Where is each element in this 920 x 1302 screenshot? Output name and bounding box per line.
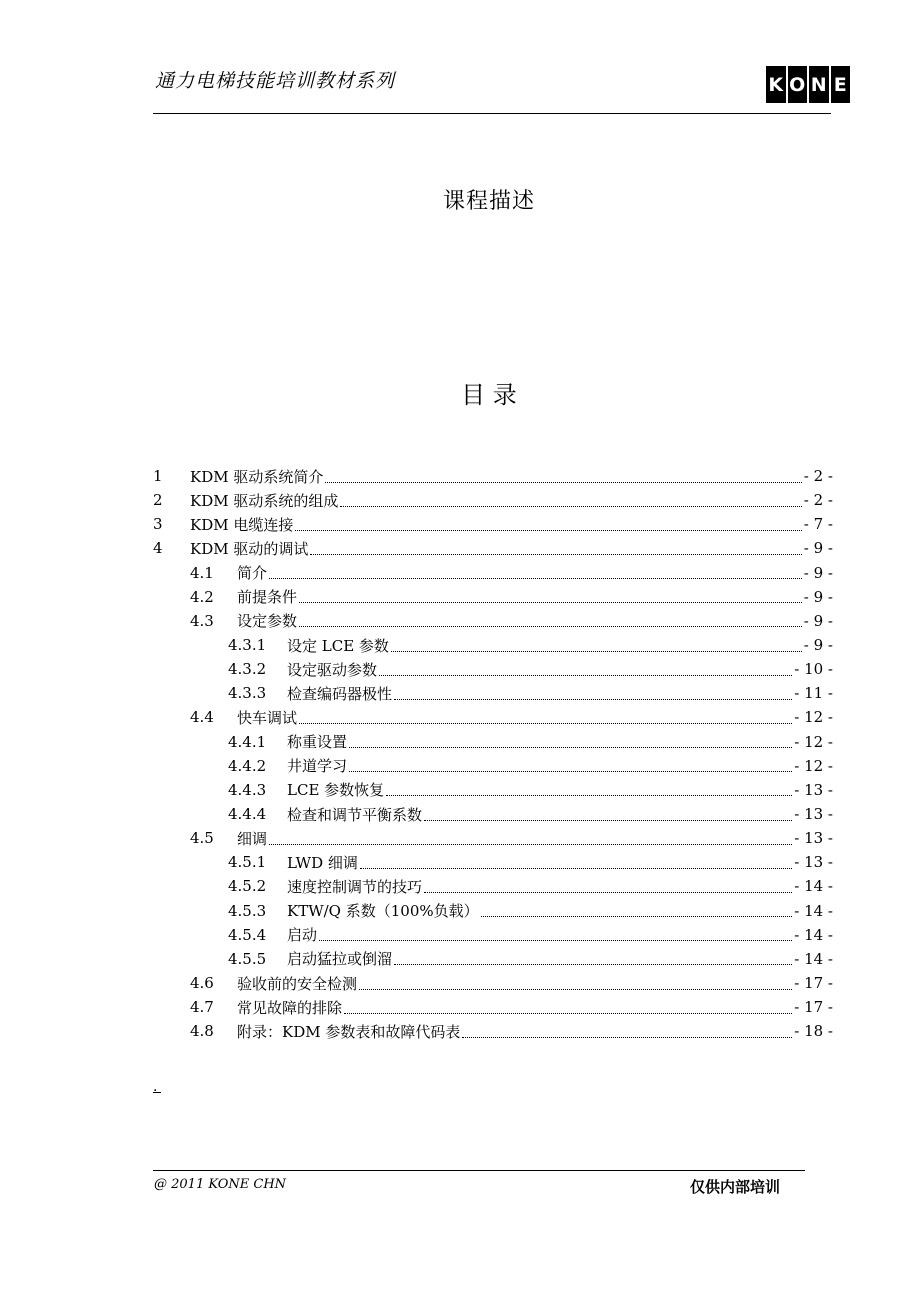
toc-entry-page: - 13 - [794,829,833,848]
toc-entry-number: 3 [153,515,163,534]
toc-entry-page: - 17 - [794,998,833,1017]
toc-entry-number: 4.3 [190,611,214,630]
toc-entry-title: 前提条件 [237,588,298,607]
toc-entry-title: 设定 LCE 参数 [287,636,389,655]
toc-entry-title: KDM 驱动系统简介 [190,467,324,486]
toc-entry-title: 附录：KDM 参数表和故障代码表 [237,1022,461,1041]
toc-entry-page: - 9 - [803,611,833,630]
toc-dot-leader [295,530,801,531]
toc-entry-number: 4.5.4 [228,925,267,944]
toc-entry-title: 井道学习 [287,757,348,776]
course-description-heading: 课程描述 [442,189,535,214]
footer-copyright: @ 2011 KONE CHN [154,1177,287,1192]
toc-entry-page: - 12 - [794,708,833,727]
toc-entry-number: 4.3.1 [228,636,267,655]
toc-entry-title: KDM 电缆连接 [190,515,294,534]
toc-entry-title: 检查编码器极性 [287,684,393,703]
toc-entry[interactable] [153,609,833,633]
toc-entry[interactable] [153,657,833,681]
toc-entry-page: - 2 - [803,491,833,510]
toc-entry-page: - 12 - [794,732,833,751]
toc-entry[interactable] [153,971,833,995]
toc-entry-number: 4.8 [190,1022,214,1041]
toc-entry-page: - 7 - [803,515,833,534]
toc-entry-number: 4.7 [190,998,214,1017]
toc-dot-leader [394,699,792,700]
toc-dot-leader [379,675,792,676]
toc-entry-number: 4.4.1 [228,732,267,751]
toc-entry-number: 4.3.2 [228,660,267,679]
toc-entry-title: KDM 驱动的调试 [190,539,309,558]
toc-dot-leader [359,989,792,990]
toc-entry-number: 4.5.2 [228,877,267,896]
toc-entry-number: 1 [153,467,163,486]
document-series-title: 通力电梯技能培训教材系列 [155,70,396,92]
toc-dot-leader [340,506,801,507]
toc-entry[interactable] [153,488,833,512]
toc-entry-page: - 14 - [794,877,833,896]
toc-entry-number: 4.5.3 [228,901,267,920]
toc-entry-title: 细调 [237,829,268,848]
toc-entry-page: - 13 - [794,853,833,872]
toc-dot-leader [386,795,792,796]
toc-dot-leader [299,723,792,724]
toc-dot-leader [349,747,792,748]
toc-entry-title: 简介 [237,564,268,583]
toc-entry[interactable] [153,778,833,802]
toc-entry-number: 4.2 [190,587,214,606]
toc-dot-leader [269,844,792,845]
toc-dot-leader [462,1037,792,1038]
toc-entry-page: - 12 - [794,756,833,775]
toc-title: 目 录 [461,381,517,409]
footer-internal-note: 仅供内部培训 [690,1178,781,1196]
toc-entry-page: - 14 - [794,949,833,968]
toc-entry-number: 4.4.3 [228,780,267,799]
toc-entry[interactable] [153,705,833,729]
logo-letter: O [788,66,808,103]
toc-entry[interactable] [153,899,833,923]
toc-entry-number: 4.3.3 [228,684,267,703]
toc-entry-title: 启动猛拉或倒溜 [287,950,393,969]
toc-entry[interactable] [153,512,833,536]
toc-dot-leader [360,868,792,869]
toc-entry-page: - 14 - [794,925,833,944]
toc-entry-number: 4.5 [190,829,214,848]
toc-entry[interactable] [153,536,833,560]
toc-entry-page: - 13 - [794,780,833,799]
toc-dot-leader [481,916,793,917]
toc-entry-title: 设定参数 [237,612,298,631]
toc-dot-leader [325,482,801,483]
toc-entry-page: - 18 - [794,1022,833,1041]
logo-letter: N [809,66,829,103]
toc-entry[interactable] [153,585,833,609]
toc-entry-title: KTW/Q 系数（100%负载） [287,902,479,921]
toc-entry-number: 4.4.2 [228,756,267,775]
toc-entry-title: KDM 驱动系统的组成 [190,491,339,510]
toc-entry-number: 4.6 [190,974,214,993]
toc-entry[interactable] [153,802,833,826]
toc-entry-page: - 14 - [794,901,833,920]
logo-letter: E [831,66,851,103]
toc-entry[interactable] [153,874,833,898]
toc-dot-leader [299,626,802,627]
toc-entry-number: 4.1 [190,563,214,582]
toc-entry-title: LWD 细调 [287,853,358,872]
toc-dot-leader [391,651,802,652]
toc-entry-page: - 10 - [794,660,833,679]
toc-dot-leader [344,1013,792,1014]
toc-dot-leader [424,892,792,893]
toc-entry-page: - 2 - [803,467,833,486]
toc-entry[interactable] [153,850,833,874]
toc-entry[interactable] [153,754,833,778]
stray-mark: . [153,1082,161,1093]
toc-dot-leader [269,578,802,579]
toc-entry-number: 4.5.1 [228,853,267,872]
toc-entry-title: 速度控制调节的技巧 [287,877,423,896]
kone-logo [766,66,850,103]
toc-entry-title: 快车调试 [237,708,298,727]
toc-entry-number: 4.5.5 [228,949,267,968]
footer-divider [153,1170,805,1171]
toc-entry[interactable] [153,947,833,971]
toc-entry-title: 启动 [287,926,318,945]
toc-entry[interactable] [153,561,833,585]
toc-dot-leader [319,940,792,941]
toc-entry-page: - 9 - [803,539,833,558]
table-of-contents [153,464,833,1043]
toc-entry-number: 2 [153,491,163,510]
logo-letter: K [766,66,786,103]
toc-dot-leader [349,771,792,772]
header-divider [153,113,831,114]
toc-entry-number: 4 [153,539,163,558]
toc-entry-page: - 9 - [803,563,833,582]
toc-entry-page: - 11 - [794,684,833,703]
toc-entry[interactable] [153,1019,833,1043]
toc-entry-title: 验收前的安全检测 [237,974,358,993]
toc-dot-leader [299,602,802,603]
toc-entry-page: - 9 - [803,636,833,655]
toc-entry-title: 检查和调节平衡系数 [287,805,423,824]
toc-entry-number: 4.4 [190,708,214,727]
toc-entry[interactable] [153,995,833,1019]
toc-entry-title: LCE 参数恢复 [287,781,385,800]
toc-entry[interactable] [153,923,833,947]
toc-entry-page: - 9 - [803,587,833,606]
toc-dot-leader [424,820,792,821]
toc-entry-number: 4.4.4 [228,805,267,824]
toc-entry[interactable] [153,681,833,705]
toc-entry-page: - 17 - [794,974,833,993]
toc-entry[interactable] [153,633,833,657]
toc-entry-title: 常见故障的排除 [237,998,343,1017]
toc-entry-title: 称重设置 [287,733,348,752]
toc-dot-leader [310,554,801,555]
toc-entry[interactable] [153,464,833,488]
toc-entry[interactable] [153,730,833,754]
toc-entry-title: 设定驱动参数 [287,660,378,679]
toc-dot-leader [394,964,792,965]
toc-entry-page: - 13 - [794,805,833,824]
toc-entry[interactable] [153,826,833,850]
